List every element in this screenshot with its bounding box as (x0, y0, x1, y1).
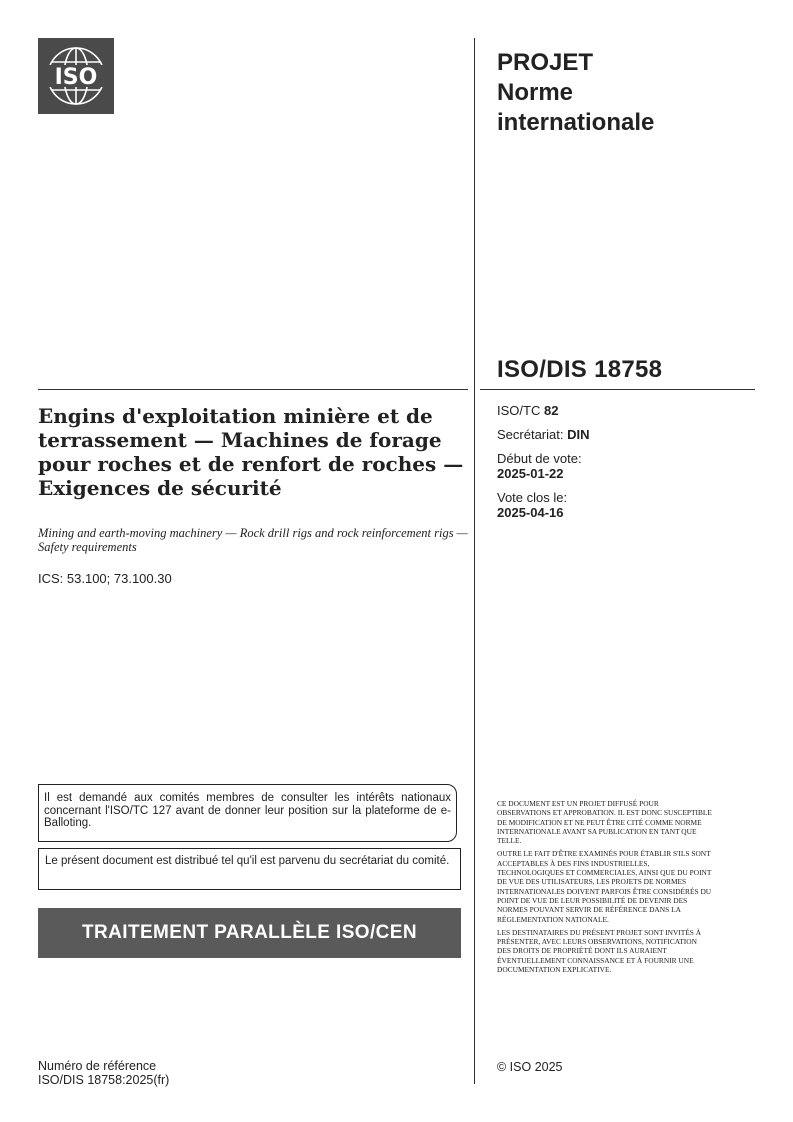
vote-start-row (497, 451, 757, 481)
reference-label: Numéro de référence (38, 1059, 157, 1073)
title-english: Mining and earth-moving machinery — Rock drill rigs and rock reinforcement rigs — Safety requirements (38, 526, 468, 554)
secretariat-value: DIN (567, 427, 590, 442)
divider-right (480, 389, 755, 390)
disclaimer-paragraph-2: OUTRE LE FAIT D'ÊTRE EXAMINÉS POUR ÉTABLIR S'ILS SONT ACCEPTABLES À DES FINS INDUSTRIELLES, TECHNOLOGIQUES ET COMMERCIALES, AINSI QUE DU POINT DE VUE DES UTILISATEURS, LES PROJETS DE NORMES INTERNATIONALES DOIVENT PARFOIS ÊTRE CONSIDÉRÉS DU POINT DE VUE DE LEUR POSSIBILITÉ DE DEVENIR DES NORMES POUVANT SERVIR DE RÉFÉRENCE DANS LA RÉGLEMENTATION NATIONALE. (497, 849, 712, 924)
document-kind (497, 48, 757, 138)
logo-text: ISO (54, 65, 98, 90)
parallel-processing-banner: TRAITEMENT PARALLÈLE ISO/CEN (38, 908, 461, 958)
doc-kind-line-1: PROJET (497, 49, 594, 76)
doc-kind-line-3: internationale (497, 109, 655, 136)
secretariat-row (497, 427, 757, 442)
document-number: ISO/DIS 18758 (497, 356, 663, 383)
vote-end-label: Vote clos le: (497, 490, 568, 505)
committee-label: ISO/TC (497, 403, 541, 418)
doc-kind-line-2: Norme (497, 79, 574, 106)
vote-start-value: 2025-01-22 (497, 466, 564, 481)
committee-row (497, 403, 757, 418)
disclaimer-paragraph-1: CE DOCUMENT EST UN PROJET DIFFUSÉ POUR OBSERVATIONS ET APPROBATION. IL EST DONC SUSCEPTIBLE DE MODIFICATION ET NE PEUT ÊTRE CITÉ COMME NORME INTERNATIONALE AVANT SA PUBLICATION EN TANT QUE TELLE. (497, 799, 712, 846)
reference-value: ISO/DIS 18758:2025(fr) (38, 1073, 170, 1087)
document-metadata (497, 403, 757, 529)
draft-disclaimer (497, 799, 712, 978)
member-body-notice: Il est demandé aux comités membres de consulter les intérêts nationaux concernant l'ISO/TC 127 avant de donner leur position sur la plateforme de e-Balloting. (38, 784, 457, 842)
committee-value: 82 (543, 403, 559, 418)
title-french: Engins d'exploitation minière et de terrassement — Machines de forage pour roches et de renfort de roches — Exigences de sécurité (38, 404, 464, 500)
divider-left (38, 389, 468, 390)
vote-start-label: Début de vote: (497, 451, 582, 466)
distribution-notice: Le présent document est distribué tel qu'il est parvenu du secrétariat du comité. (38, 848, 461, 890)
copyright-notice: © ISO 2025 (497, 1060, 563, 1074)
vote-end-value: 2025-04-16 (497, 505, 564, 520)
ics-codes: ICS: 53.100; 73.100.30 (38, 571, 172, 586)
vertical-divider (474, 38, 475, 1084)
disclaimer-paragraph-3: LES DESTINATAIRES DU PRÉSENT PROJET SONT INVITÉS À PRÉSENTER, AVEC LEURS OBSERVATIONS, NOTIFICATION DES DROITS DE PROPRIÉTÉ DONT ILS AURAIENT ÉVENTUELLEMENT CONNAISSANCE ET À FOURNIR UNE DOCUMENTATION EXPLICATIVE. (497, 927, 702, 975)
globe-logo-icon (38, 38, 114, 114)
reference-number (38, 1059, 169, 1087)
vote-end-row (497, 490, 757, 520)
secretariat-label: Secrétariat: (497, 427, 564, 442)
iso-logo (38, 38, 114, 114)
